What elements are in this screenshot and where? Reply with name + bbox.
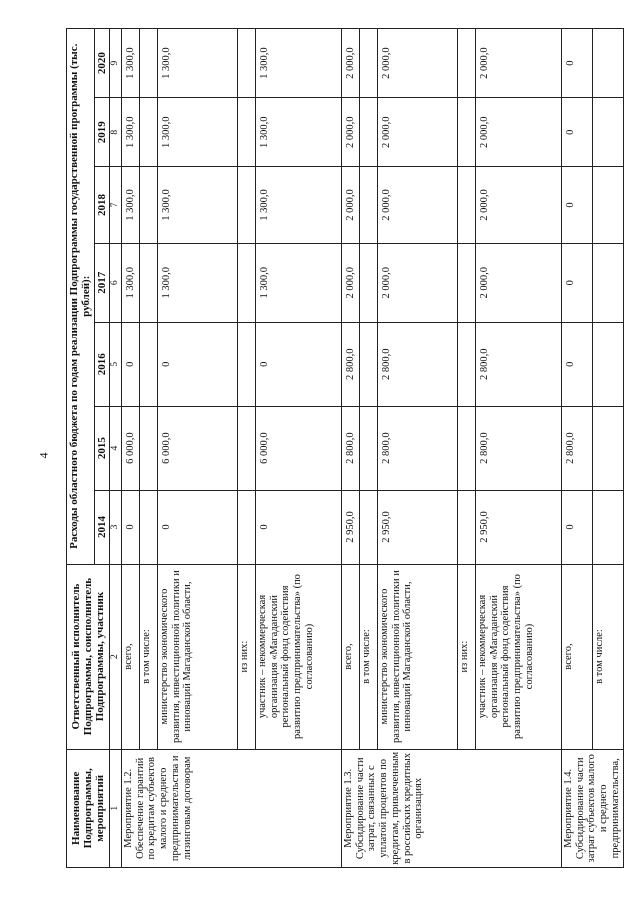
table-row <box>475 29 561 868</box>
value-cell: 1 300,0 <box>157 98 237 167</box>
page-number: 4 <box>36 452 51 459</box>
value-cell <box>237 29 255 98</box>
value-cell: 2 950,0 <box>377 490 457 564</box>
value-cell <box>237 167 255 243</box>
table-row <box>139 29 157 868</box>
value-cell: 0 <box>561 98 592 167</box>
executor-label: в том числе: <box>359 564 377 749</box>
budget-table <box>66 28 624 868</box>
executor-label: в том числе: <box>139 564 157 749</box>
index-cell: 5 <box>109 322 121 406</box>
value-cell: 2 000,0 <box>341 167 359 243</box>
measure-name: Мероприятие 1.2. Обеспечение гарантий по кредитам субъектов малого и среднего предпринимательства и лизинговым договорам <box>121 749 341 867</box>
value-cell: 2 950,0 <box>341 490 359 564</box>
value-cell: 6 000,0 <box>255 406 341 490</box>
executor-label: всего, <box>561 564 592 749</box>
value-cell: 1 300,0 <box>255 29 341 98</box>
value-cell: 2 800,0 <box>377 406 457 490</box>
value-cell <box>359 406 377 490</box>
executor-label: министерство экономического развития, инвестиционной политики и инноваций Магаданской области, <box>157 564 237 749</box>
value-cell <box>237 322 255 406</box>
executor-label: из них: <box>237 564 255 749</box>
year-header: 2020 <box>94 29 109 98</box>
table-body <box>121 29 623 868</box>
value-cell <box>359 490 377 564</box>
header-expenses: Расходы областного бюджета по годам реализации Подпрограммы государственной программы (тыс. рублей): <box>67 29 95 565</box>
executor-label: участник – некоммерческая организация «Магаданский региональный фонд содействия развитию предпринимательства» (по согласованию) <box>475 564 561 749</box>
table-row <box>341 29 359 868</box>
value-cell <box>592 490 623 564</box>
value-cell: 1 300,0 <box>121 243 139 322</box>
value-cell <box>237 98 255 167</box>
value-cell: 1 300,0 <box>121 29 139 98</box>
value-cell <box>457 490 475 564</box>
header-executor: Ответственный исполнитель Подпрограммы, соисполнитель Подпрограммы, участник <box>67 564 110 749</box>
value-cell <box>139 167 157 243</box>
value-cell: 1 300,0 <box>121 98 139 167</box>
value-cell: 0 <box>255 322 341 406</box>
value-cell: 1 300,0 <box>157 243 237 322</box>
measure-name: Мероприятие 1.4. Субсидирование части затрат субъектов малого и среднего предпринимательства, <box>561 749 623 867</box>
value-cell: 0 <box>121 322 139 406</box>
value-cell: 2 000,0 <box>377 29 457 98</box>
value-cell: 0 <box>157 322 237 406</box>
value-cell: 6 000,0 <box>121 406 139 490</box>
value-cell <box>139 243 157 322</box>
value-cell <box>359 167 377 243</box>
value-cell <box>139 29 157 98</box>
table-row <box>592 29 623 868</box>
year-header: 2018 <box>94 167 109 243</box>
value-cell: 2 800,0 <box>377 322 457 406</box>
table-row <box>377 29 457 868</box>
value-cell <box>139 322 157 406</box>
value-cell: 2 000,0 <box>475 98 561 167</box>
value-cell: 0 <box>255 490 341 564</box>
value-cell: 2 000,0 <box>341 29 359 98</box>
table-row <box>121 29 139 868</box>
value-cell: 2 000,0 <box>341 243 359 322</box>
value-cell: 0 <box>561 490 592 564</box>
value-cell: 2 000,0 <box>475 243 561 322</box>
value-cell: 1 300,0 <box>255 243 341 322</box>
value-cell <box>457 29 475 98</box>
year-header: 2017 <box>94 243 109 322</box>
value-cell: 2 950,0 <box>475 490 561 564</box>
value-cell: 2 000,0 <box>341 98 359 167</box>
index-cell: 4 <box>109 406 121 490</box>
executor-label: из них: <box>457 564 475 749</box>
value-cell: 2 000,0 <box>475 167 561 243</box>
value-cell <box>592 243 623 322</box>
measure-name: Мероприятие 1.3. Субсидирование части затрат, связанных с уплатой процентов по кредитам, привлеченным в российских кредитных организациях <box>341 749 561 867</box>
executor-label: участник – некоммерческая организация «Магаданский региональный фонд содействия развитию предпринимательства» (по согласованию) <box>255 564 341 749</box>
value-cell: 2 000,0 <box>475 29 561 98</box>
value-cell: 1 300,0 <box>157 167 237 243</box>
value-cell: 0 <box>121 490 139 564</box>
value-cell <box>592 406 623 490</box>
year-header: 2014 <box>94 490 109 564</box>
value-cell: 1 300,0 <box>255 167 341 243</box>
year-header: 2016 <box>94 322 109 406</box>
value-cell <box>457 406 475 490</box>
index-cell: 2 <box>109 564 121 749</box>
executor-label: всего, <box>341 564 359 749</box>
value-cell <box>359 98 377 167</box>
value-cell <box>457 98 475 167</box>
value-cell <box>457 167 475 243</box>
rotated-page <box>62 0 621 898</box>
executor-label: министерство экономического развития, инвестиционной политики и инноваций Магаданской области, <box>377 564 457 749</box>
value-cell: 6 000,0 <box>157 406 237 490</box>
table-row <box>157 29 237 868</box>
executor-label: в том числе: <box>592 564 623 749</box>
value-cell: 1 300,0 <box>157 29 237 98</box>
value-cell <box>359 29 377 98</box>
table-row <box>561 29 592 868</box>
index-cell: 3 <box>109 490 121 564</box>
value-cell <box>139 490 157 564</box>
value-cell <box>237 490 255 564</box>
value-cell <box>139 406 157 490</box>
table-row <box>255 29 341 868</box>
value-cell <box>457 243 475 322</box>
table-row <box>457 29 475 868</box>
value-cell <box>359 322 377 406</box>
value-cell <box>592 167 623 243</box>
value-cell: 1 300,0 <box>121 167 139 243</box>
executor-label: всего, <box>121 564 139 749</box>
value-cell: 0 <box>157 490 237 564</box>
value-cell: 2 000,0 <box>377 98 457 167</box>
index-cell: 7 <box>109 167 121 243</box>
value-cell: 1 300,0 <box>255 98 341 167</box>
value-cell <box>359 243 377 322</box>
value-cell <box>592 98 623 167</box>
value-cell: 0 <box>561 243 592 322</box>
table-row <box>359 29 377 868</box>
index-cell: 9 <box>109 29 121 98</box>
table-row <box>237 29 255 868</box>
value-cell <box>139 98 157 167</box>
index-cell: 8 <box>109 98 121 167</box>
index-cell: 1 <box>109 749 121 867</box>
value-cell <box>592 322 623 406</box>
value-cell <box>457 322 475 406</box>
value-cell: 0 <box>561 322 592 406</box>
value-cell: 2 800,0 <box>341 406 359 490</box>
header-name: Наименование Подпрограммы, мероприятий <box>67 749 110 867</box>
year-header: 2019 <box>94 98 109 167</box>
value-cell: 2 000,0 <box>377 243 457 322</box>
value-cell: 2 800,0 <box>475 406 561 490</box>
value-cell: 2 000,0 <box>377 167 457 243</box>
value-cell <box>237 243 255 322</box>
value-cell: 2 800,0 <box>475 322 561 406</box>
value-cell <box>592 29 623 98</box>
value-cell: 0 <box>561 167 592 243</box>
value-cell: 2 800,0 <box>341 322 359 406</box>
year-header: 2015 <box>94 406 109 490</box>
value-cell <box>237 406 255 490</box>
value-cell: 2 800,0 <box>561 406 592 490</box>
index-cell: 6 <box>109 243 121 322</box>
value-cell: 0 <box>561 29 592 98</box>
